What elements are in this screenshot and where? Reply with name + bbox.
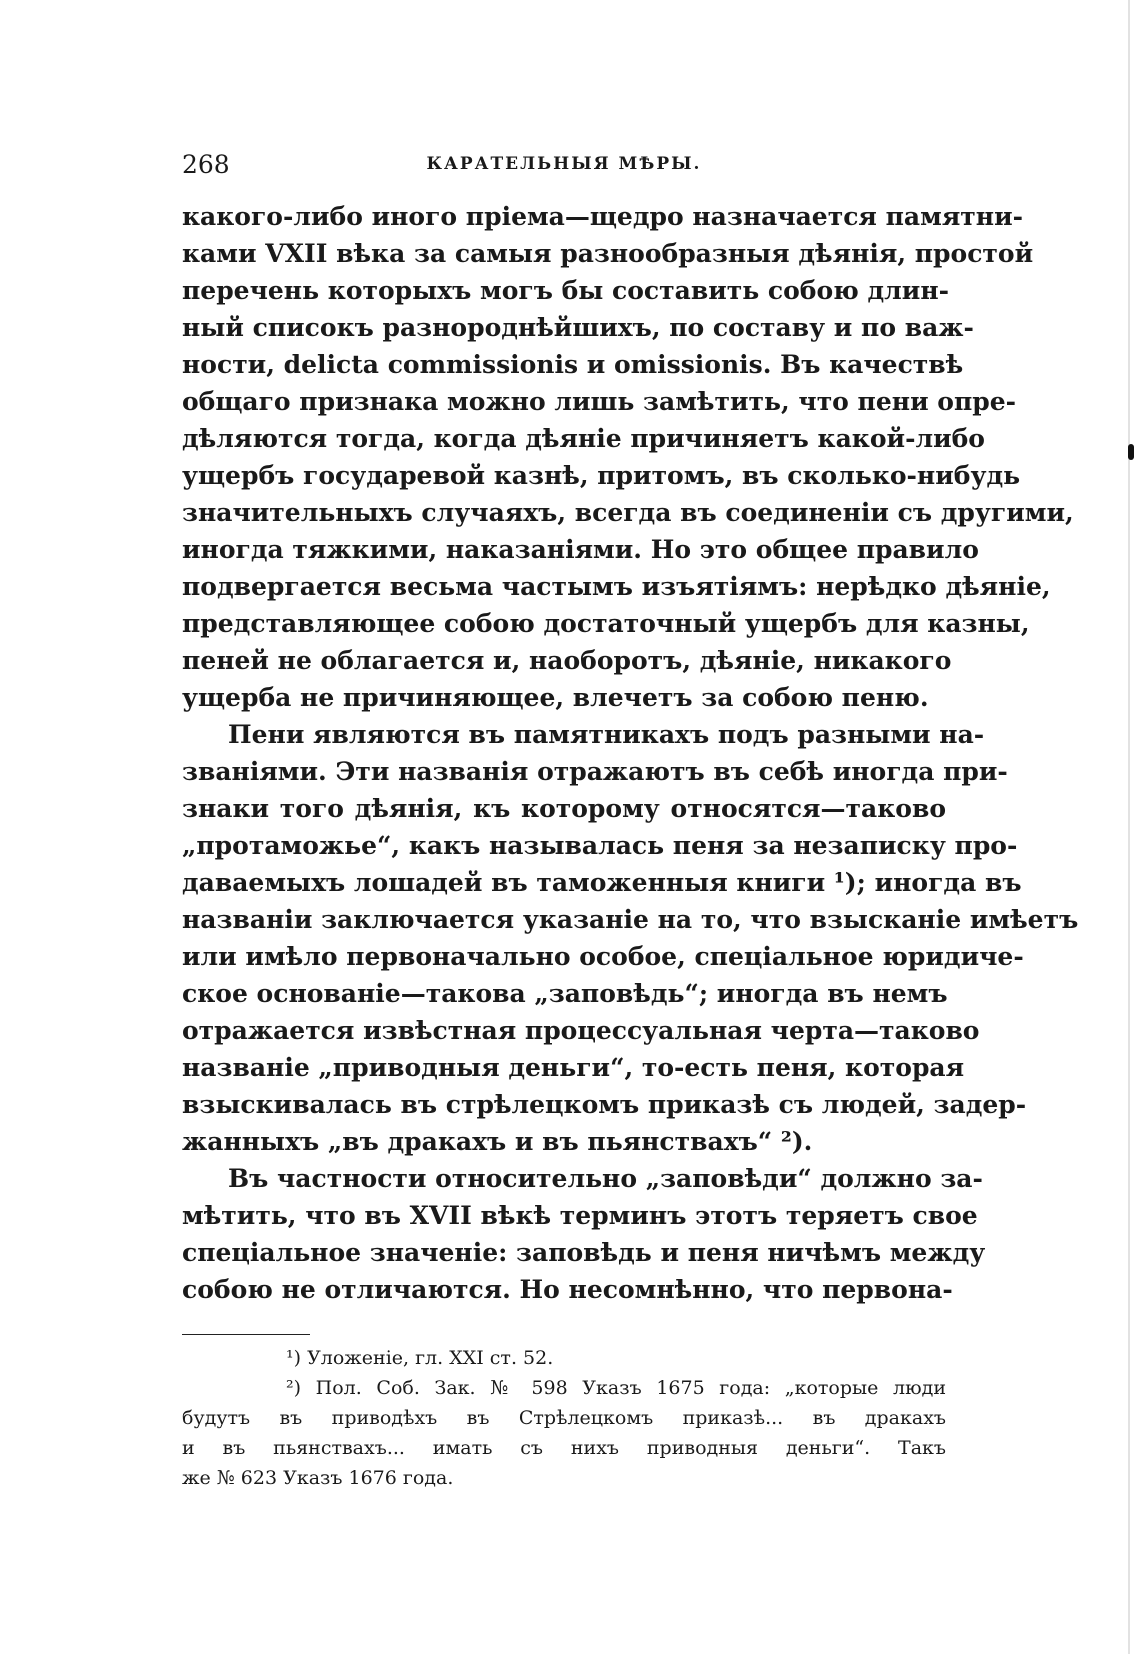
text-line: представляющее собою достаточный ущербъ для казны,	[182, 609, 1030, 638]
page-header	[182, 150, 946, 184]
text-line: значительныхъ случаяхъ, всегда въ соединеніи съ другими,	[182, 498, 1074, 527]
text-line: или имѣло первоначально особое, спеціальное юридиче-	[182, 942, 1024, 971]
footnotes	[182, 1343, 946, 1493]
text-line: Пени являются въ памятникахъ подъ разными на-	[228, 720, 985, 749]
text-line: „протаможье“, какъ называлась пеня за незаписку про-	[182, 831, 1018, 860]
footnote-line: будутъ въ приводѣхъ въ Стрѣлецкомъ приказѣ... въ дракахъ	[182, 1407, 946, 1429]
text-line: ками VXII вѣка за самыя разнообразныя дѣянія, простой	[182, 239, 1034, 268]
text-line: ущерба не причиняющее, влечетъ за собою пеню.	[182, 683, 929, 712]
page-edge	[1128, 0, 1130, 1654]
text-line: какого-либо иного пріема—щедро назначается памятни-	[182, 202, 1023, 231]
text-line: дѣляются тогда, когда дѣяніе причиняетъ какой-либо	[182, 424, 985, 453]
page-number: 268	[182, 150, 230, 179]
text-line: взыскивалась въ стрѣлецкомъ приказѣ съ людей, задер-	[182, 1090, 1027, 1119]
text-line: названіи заключается указаніе на то, что взысканіе имѣетъ	[182, 905, 1079, 934]
text-line: званіями. Эти названія отражаютъ въ себѣ иногда при-	[182, 757, 1008, 786]
text-line: спеціальное значеніе: заповѣдь и пеня ничѣмъ между	[182, 1238, 986, 1267]
text-line: собою не отличаются. Но несомнѣнно, что первона-	[182, 1275, 953, 1304]
footnote-line: ²) Пол. Соб. Зак. № 598 Указъ 1675 года: „которые люди	[286, 1377, 946, 1399]
text-line: ское основаніе—такова „заповѣдь“; иногда въ немъ	[182, 979, 948, 1008]
text-line: названіе „приводныя деньги“, то-есть пеня, которая	[182, 1053, 965, 1082]
text-line: знаки того дѣянія, къ которому относятся—таково	[182, 794, 946, 823]
footnote-line: и въ пьянствахъ... имать съ нихъ приводныя деньги“. Такъ	[182, 1437, 946, 1459]
text-line: перечень которыхъ могъ бы составить собою длин-	[182, 276, 949, 305]
text-line: общаго признака можно лишь замѣтить, что пени опре-	[182, 387, 1017, 416]
text-line: пеней не облагается и, наоборотъ, дѣяніе, никакого	[182, 646, 952, 675]
text-line: даваемыхъ лошадей въ таможенныя книги ¹); иногда въ	[182, 868, 1022, 897]
text-line: Въ частности относительно „заповѣди“ должно за-	[228, 1164, 983, 1193]
running-title: КАРАТЕЛЬНЫЯ МѢРЫ.	[426, 154, 702, 174]
margin-mark	[1128, 444, 1134, 460]
footnote-divider	[182, 1334, 310, 1335]
footnote-line: ¹) Уложеніе, гл. XXI ст. 52.	[286, 1347, 554, 1369]
text-line: ущербъ государевой казнѣ, притомъ, въ сколько-нибудь	[182, 461, 1021, 490]
text-line: жанныхъ „въ дракахъ и въ пьянствахъ“ ²).	[182, 1127, 813, 1156]
text-line: ный списокъ разнороднѣйшихъ, по составу и по важ-	[182, 313, 974, 342]
text-line: отражается извѣстная процессуальная черта—таково	[182, 1016, 980, 1045]
text-line: подвергается весьма частымъ изъятіямъ: нерѣдко дѣяніе,	[182, 572, 1051, 601]
body-text	[182, 198, 1079, 1308]
footnote-line: же № 623 Указъ 1676 года.	[182, 1467, 454, 1489]
text-line: ности, delicta commissionis и omissionis. Въ качествѣ	[182, 350, 964, 379]
text-line: иногда тяжкими, наказаніями. Но это общее правило	[182, 535, 979, 564]
text-line: мѣтить, что въ XVII вѣкѣ терминъ этотъ теряетъ свое	[182, 1201, 978, 1230]
